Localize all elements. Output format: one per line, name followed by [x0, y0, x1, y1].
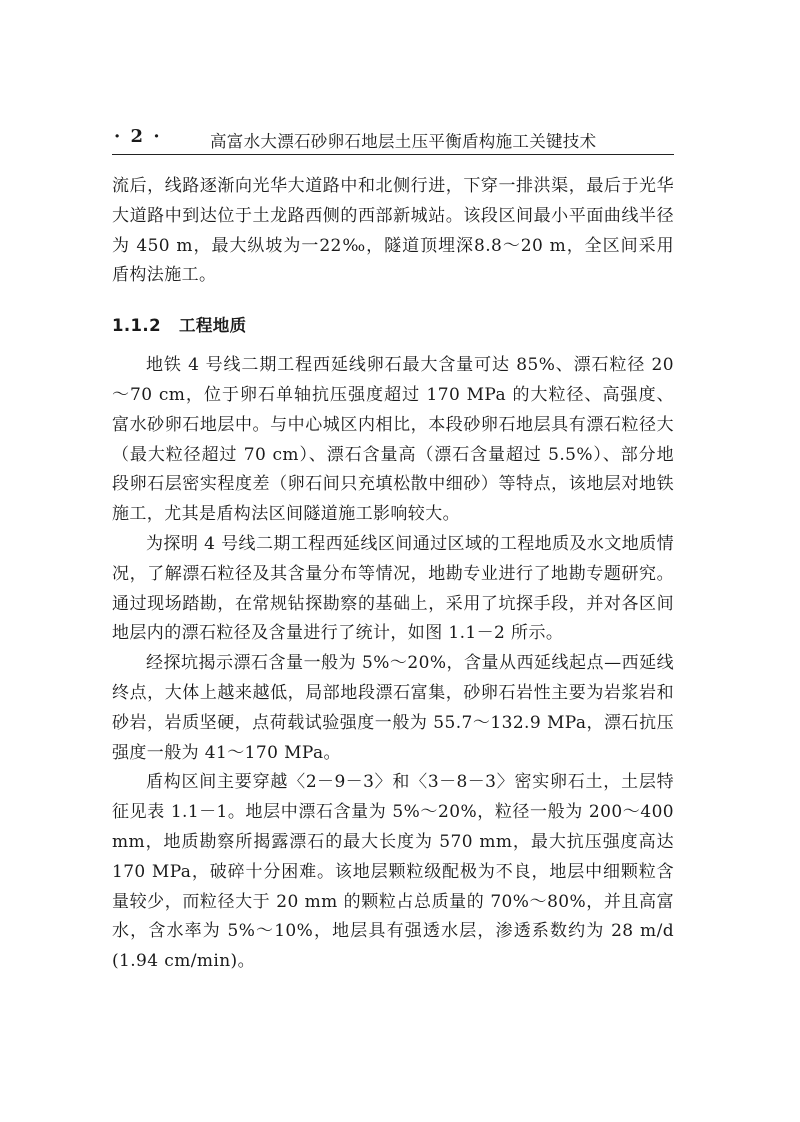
paragraph-continuation: 流后，线路逐渐向光华大道路中和北侧行进，下穿一排洪渠，最后于光华大道路中到达位于土龙路西侧的西部新城站。该段区间最小平面曲线半径为 450 m，最大纵坡为一22‰，隧道顶埋深8.8～20 m，全区间采用盾构法施工。	[112, 176, 674, 286]
paragraph-shield-strata: 盾构区间主要穿越〈2－9－3〉和〈3－8－3〉密实卵石土，土层特征见表 1.1－1。地层中漂石含量为 5%～20%，粒径一般为 200～400 mm，地质勘察所揭露漂石的最大长度为 570 mm，最大抗压强度高达 170 MPa，破碎十分困难。该地层颗粒级配极为不良，地层中细颗粒含量较少，而粒径大于 20 mm 的颗粒占总质量的 70%～80%，并且高富水，含水率为 5%～10%，地层具有强透水层，渗透系数约为 28 m/d(1.94 cm/min)。	[112, 772, 674, 972]
section-title: 工程地质	[178, 316, 247, 336]
section-number: 1.1.2	[112, 316, 161, 336]
page-header	[112, 120, 674, 155]
section-heading	[112, 313, 674, 339]
running-title: 高富水大漂石砂卵石地层土压平衡盾构施工关键技术	[210, 132, 597, 151]
page-number: · 2 ·	[114, 126, 162, 147]
paragraph-boulder-content: 地铁 4 号线二期工程西延线卵石最大含量可达 85%、漂石粒径 20～70 cm，位于卵石单轴抗压强度超过 170 MPa 的大粒径、高强度、富水砂卵石地层中。与中心城区内相比，本段砂卵石地层具有漂石粒径大（最大粒径超过 70 cm）、漂石含量高（漂石含量超过 5.5%）、部分地段卵石层密实程度差（卵石间只充填松散中细砂）等特点，该地层对地铁施工，尤其是盾构法区间隧道施工影响较大。	[112, 355, 674, 525]
body-text	[112, 172, 674, 977]
paragraph-pit-results: 经探坑揭示漂石含量一般为 5%～20%，含量从西延线起点—西延线终点，大体上越来越低，局部地段漂石富集，砂卵石岩性主要为岩浆岩和砂岩，岩质坚硬，点荷载试验强度一般为 55.7～132.9 MPa，漂石抗压强度一般为 41～170 MPa。	[112, 653, 674, 763]
paragraph-survey: 为探明 4 号线二期工程西延线区间通过区域的工程地质及水文地质情况，了解漂石粒径及其含量分布等情况，地勘专业进行了地勘专题研究。通过现场踏勘，在常规钻探勘察的基础上，采用了坑探手段，并对各区间地层内的漂石粒径及含量进行了统计，如图 1.1－2 所示。	[112, 533, 674, 644]
